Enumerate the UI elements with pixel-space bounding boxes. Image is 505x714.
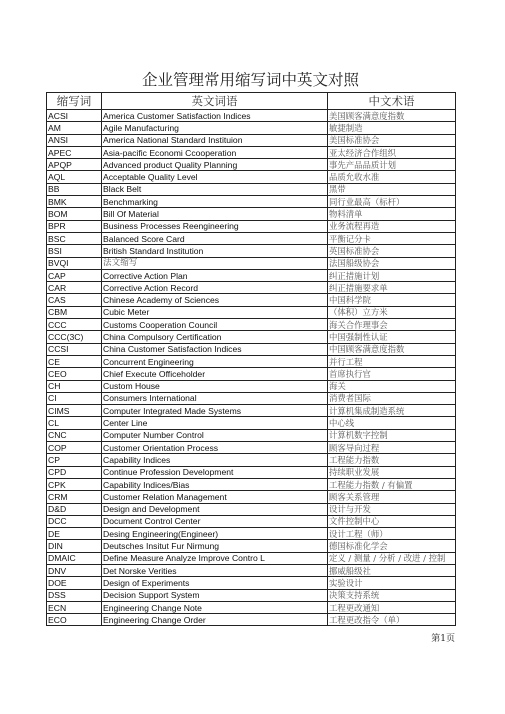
chinese-term-cell: 工程更改通知: [328, 601, 456, 613]
table-row: [47, 232, 456, 244]
table-row: [47, 146, 456, 158]
english-term-cell: Center Line: [102, 417, 328, 429]
english-term-cell: Design and Development: [102, 503, 328, 515]
table-row: [47, 478, 456, 490]
abbreviation-cell: DE: [47, 528, 102, 540]
table-row: [47, 171, 456, 183]
chinese-term-cell: 海关合作理事会: [328, 319, 456, 331]
english-term-cell: Capability Indices/Bias: [102, 478, 328, 490]
chinese-term-cell: 德国标准化学会: [328, 540, 456, 552]
table-row: [47, 552, 456, 564]
table-row: [47, 429, 456, 441]
abbreviation-cell: APQP: [47, 159, 102, 171]
chinese-term-cell: 并行工程: [328, 355, 456, 367]
header-abbreviation: 缩写词: [47, 93, 102, 110]
abbreviation-cell: DMAIC: [47, 552, 102, 564]
abbreviation-cell: BSC: [47, 232, 102, 244]
table-row: [47, 503, 456, 515]
chinese-term-cell: 美国顾客满意度指数: [328, 110, 456, 122]
abbreviation-cell: DOE: [47, 577, 102, 589]
english-term-cell: Define Measure Analyze Improve Contro L: [102, 552, 328, 564]
english-term-cell: Business Processes Reengineering: [102, 220, 328, 232]
table-row: [47, 183, 456, 195]
english-term-cell: Chief Execute Officeholder: [102, 368, 328, 380]
abbreviation-cell: CCC(3C): [47, 331, 102, 343]
english-term-cell: Bill Of Material: [102, 208, 328, 220]
english-term-cell: China Compulsory Certification: [102, 331, 328, 343]
chinese-term-cell: 文件控制中心: [328, 515, 456, 527]
page-number: 第1页: [431, 634, 455, 644]
abbreviation-cell: BSI: [47, 245, 102, 257]
abbreviation-cell: CPD: [47, 466, 102, 478]
chinese-term-cell: 平衡记分卡: [328, 232, 456, 244]
english-term-cell: Asia-pacific Economi Ccooperation: [102, 146, 328, 158]
chinese-term-cell: 挪威船级社: [328, 564, 456, 576]
chinese-term-cell: 工程更改指令（单）: [328, 614, 456, 626]
abbreviation-cell: CE: [47, 355, 102, 367]
table-row: [47, 245, 456, 257]
chinese-term-cell: 设计与开发: [328, 503, 456, 515]
english-term-cell: Deutsches Insitut Fur Nirmung: [102, 540, 328, 552]
chinese-term-cell: 持续职业发展: [328, 466, 456, 478]
english-term-cell: Consumers International: [102, 392, 328, 404]
table-row: [47, 343, 456, 355]
table-row: [47, 368, 456, 380]
table-row: [47, 355, 456, 367]
table-row: [47, 540, 456, 552]
table-row: [47, 564, 456, 576]
chinese-term-cell: 业务流程再造: [328, 220, 456, 232]
english-term-cell: Document Control Center: [102, 515, 328, 527]
table-row: [47, 454, 456, 466]
table-row: [47, 220, 456, 232]
abbreviation-cell: DNV: [47, 564, 102, 576]
abbreviation-cell: CAR: [47, 282, 102, 294]
chinese-term-cell: 中心线: [328, 417, 456, 429]
english-term-cell: Decision Support System: [102, 589, 328, 601]
english-term-cell: Engineering Change Note: [102, 601, 328, 613]
abbreviation-cell: BPR: [47, 220, 102, 232]
english-term-cell: America Customer Satisfaction Indices: [102, 110, 328, 122]
chinese-term-cell: 中国科学院: [328, 294, 456, 306]
chinese-term-cell: 英国标准协会: [328, 245, 456, 257]
abbreviation-cell: BVQI: [47, 257, 102, 269]
table-row: [47, 196, 456, 208]
chinese-term-cell: 海关: [328, 380, 456, 392]
english-term-cell: Corrective Action Plan: [102, 269, 328, 281]
english-term-cell: Benchmarking: [102, 196, 328, 208]
chinese-term-cell: 品质允收水准: [328, 171, 456, 183]
table-row: [47, 491, 456, 503]
table-header-row: [47, 93, 456, 110]
table-row: [47, 577, 456, 589]
abbreviation-cell: CEO: [47, 368, 102, 380]
english-term-cell: Design of Experiments: [102, 577, 328, 589]
english-term-cell: Balanced Score Card: [102, 232, 328, 244]
table-row: [47, 405, 456, 417]
document-title: 企业管理常用缩写词中英文对照: [141, 71, 359, 89]
english-term-cell: Cubic Meter: [102, 306, 328, 318]
chinese-term-cell: 计算机数字控制: [328, 429, 456, 441]
table-row: [47, 159, 456, 171]
abbreviation-cell: DCC: [47, 515, 102, 527]
abbreviation-cell: CCC: [47, 319, 102, 331]
chinese-term-cell: 设计工程（师）: [328, 528, 456, 540]
abbreviation-cell: CBM: [47, 306, 102, 318]
abbreviation-cell: ECN: [47, 601, 102, 613]
chinese-term-cell: 黑带: [328, 183, 456, 195]
chinese-term-cell: 法国船级协会: [328, 257, 456, 269]
table-row: [47, 257, 456, 269]
abbreviation-cell: CH: [47, 380, 102, 392]
abbreviation-cell: BOM: [47, 208, 102, 220]
chinese-term-cell: 中国顾客满意度指数: [328, 343, 456, 355]
chinese-term-cell: 工程能力指数 / 有偏置: [328, 478, 456, 490]
abbreviation-cell: D&D: [47, 503, 102, 515]
table-row: [47, 589, 456, 601]
table-row: [47, 306, 456, 318]
english-term-cell: Custom House: [102, 380, 328, 392]
chinese-term-cell: 计算机集成制造系统: [328, 405, 456, 417]
chinese-term-cell: 纠正措施计划: [328, 269, 456, 281]
english-term-cell: Det Norske Verities: [102, 564, 328, 576]
abbreviation-cell: CI: [47, 392, 102, 404]
abbreviation-cell: AM: [47, 122, 102, 134]
chinese-term-cell: 同行业最高（标杆）: [328, 196, 456, 208]
chinese-term-cell: 中国强制性认证: [328, 331, 456, 343]
abbreviation-cell: CAP: [47, 269, 102, 281]
abbreviation-cell: CIMS: [47, 405, 102, 417]
abbreviation-cell: APEC: [47, 146, 102, 158]
table-row: [47, 442, 456, 454]
english-term-cell: America National Standard Instituion: [102, 134, 328, 146]
chinese-term-cell: 工程能力指数: [328, 454, 456, 466]
chinese-term-cell: 定义 / 测量 / 分析 / 改进 / 控制: [328, 552, 456, 564]
chinese-term-cell: 顾客关系管理: [328, 491, 456, 503]
table-row: [47, 294, 456, 306]
table-row: [47, 614, 456, 626]
abbreviation-cell: CAS: [47, 294, 102, 306]
table-row: [47, 392, 456, 404]
english-term-cell: Advanced product Quality Planning: [102, 159, 328, 171]
english-term-cell: Corrective Action Record: [102, 282, 328, 294]
chinese-term-cell: 物料清单: [328, 208, 456, 220]
english-term-cell: Black Belt: [102, 183, 328, 195]
abbreviation-cell: CRM: [47, 491, 102, 503]
english-term-cell: Computer Number Control: [102, 429, 328, 441]
chinese-term-cell: 顾客导向过程: [328, 442, 456, 454]
table-row: [47, 601, 456, 613]
abbreviation-cell: COP: [47, 442, 102, 454]
abbreviation-cell: ECO: [47, 614, 102, 626]
chinese-term-cell: 敏捷制造: [328, 122, 456, 134]
abbreviation-table: [46, 92, 456, 626]
abbreviation-cell: BB: [47, 183, 102, 195]
english-term-cell: Concurrent Engineering: [102, 355, 328, 367]
abbreviation-cell: CCSI: [47, 343, 102, 355]
abbreviation-cell: ACSI: [47, 110, 102, 122]
english-term-cell: 法文缩写: [102, 257, 328, 269]
table-row: [47, 515, 456, 527]
english-term-cell: Chinese Academy of Sciences: [102, 294, 328, 306]
abbreviation-cell: ANSI: [47, 134, 102, 146]
abbreviation-cell: DSS: [47, 589, 102, 601]
table-row: [47, 282, 456, 294]
abbreviation-cell: CP: [47, 454, 102, 466]
english-term-cell: Acceptable Quality Level: [102, 171, 328, 183]
chinese-term-cell: 首席执行官: [328, 368, 456, 380]
table-row: [47, 319, 456, 331]
english-term-cell: Engineering Change Order: [102, 614, 328, 626]
abbreviation-cell: BMK: [47, 196, 102, 208]
chinese-term-cell: 决策支持系统: [328, 589, 456, 601]
english-term-cell: Continue Profession Development: [102, 466, 328, 478]
table-row: [47, 269, 456, 281]
table-row: [47, 417, 456, 429]
header-chinese-term: 中文术语: [328, 93, 456, 110]
chinese-term-cell: 实验设计: [328, 577, 456, 589]
table-row: [47, 208, 456, 220]
english-term-cell: Customer Relation Management: [102, 491, 328, 503]
english-term-cell: Desing Engineering(Engineer): [102, 528, 328, 540]
chinese-term-cell: 纠正措施要求单: [328, 282, 456, 294]
english-term-cell: British Standard Institution: [102, 245, 328, 257]
english-term-cell: Agile Manufacturing: [102, 122, 328, 134]
table-row: [47, 134, 456, 146]
chinese-term-cell: （体积）立方米: [328, 306, 456, 318]
english-term-cell: Capability Indices: [102, 454, 328, 466]
table-row: [47, 331, 456, 343]
abbreviation-cell: AQL: [47, 171, 102, 183]
table-row: [47, 528, 456, 540]
abbreviation-cell: DIN: [47, 540, 102, 552]
abbreviation-cell: CPK: [47, 478, 102, 490]
abbreviation-cell: CNC: [47, 429, 102, 441]
chinese-term-cell: 美国标准协会: [328, 134, 456, 146]
table-row: [47, 110, 456, 122]
english-term-cell: China Customer Satisfaction Indices: [102, 343, 328, 355]
english-term-cell: Customs Cooperation Council: [102, 319, 328, 331]
english-term-cell: Computer Integrated Made Systems: [102, 405, 328, 417]
header-english-term: 英文词语: [102, 93, 328, 110]
table-row: [47, 380, 456, 392]
chinese-term-cell: 事先产品品质计划: [328, 159, 456, 171]
chinese-term-cell: 消费者国际: [328, 392, 456, 404]
chinese-term-cell: 亚太经济合作组织: [328, 146, 456, 158]
table-row: [47, 466, 456, 478]
table-row: [47, 122, 456, 134]
abbreviation-cell: CL: [47, 417, 102, 429]
english-term-cell: Customer Orientation Process: [102, 442, 328, 454]
